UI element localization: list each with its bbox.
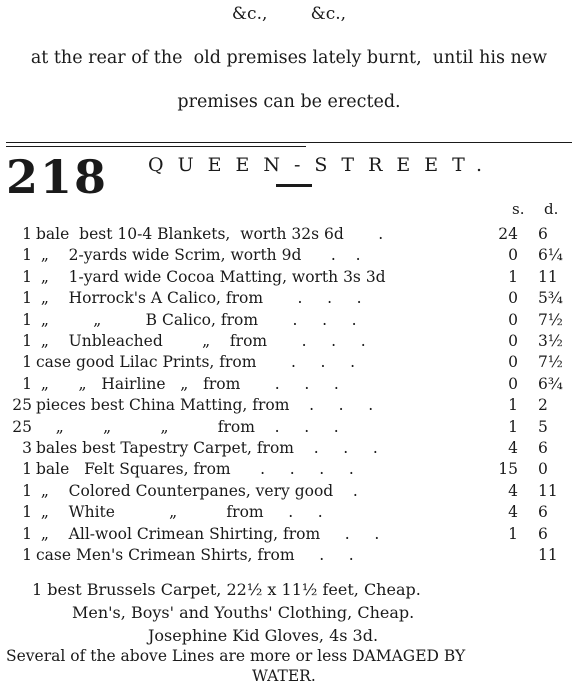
item-quantity: 1 <box>22 503 32 522</box>
footer-damaged-line-2: WATER. <box>252 667 316 685</box>
item-quantity: 1 <box>22 481 32 500</box>
shillings-column-header: s. <box>512 200 525 218</box>
item-quantity: 1 <box>22 332 32 350</box>
item-pence: 6 <box>538 524 548 543</box>
item-shillings: 4 <box>508 481 518 500</box>
item-pence: 11 <box>538 481 558 500</box>
item-shillings: 1 <box>508 396 518 415</box>
item-pence: 11 <box>538 267 558 286</box>
item-pence: 11 <box>538 546 558 564</box>
item-quantity: 1 <box>22 267 32 286</box>
item-description: „ „ „ from . . . <box>36 417 339 436</box>
street-underline <box>276 184 312 187</box>
pence-column-header: d. <box>544 200 559 218</box>
item-quantity: 25 <box>12 396 32 415</box>
item-quantity: 1 <box>22 374 32 393</box>
item-quantity: 25 <box>12 417 32 436</box>
item-pence: 5¾ <box>538 289 563 308</box>
list-item <box>0 246 578 267</box>
item-shillings: 24 <box>498 225 518 243</box>
list-item <box>0 353 578 374</box>
item-quantity: 1 <box>22 546 32 564</box>
item-quantity: 1 <box>22 289 32 308</box>
item-pence: 3½ <box>538 332 563 350</box>
item-shillings: 1 <box>508 524 518 543</box>
top-rule <box>6 142 572 143</box>
item-pence: 7½ <box>538 310 563 329</box>
list-item <box>0 396 578 417</box>
item-quantity: 1 <box>22 225 32 243</box>
list-item <box>0 482 578 503</box>
item-description: „ Colored Counterpanes, very good . <box>36 481 358 500</box>
item-pence: 6 <box>538 439 548 457</box>
list-item <box>0 418 578 439</box>
item-description: „ Horrock's A Calico, from . . . <box>36 289 362 308</box>
item-description: „ 1-yard wide Cocoa Matting, worth 3s 3d <box>36 267 386 286</box>
notice-line-2: premises can be erected. <box>177 92 401 112</box>
item-quantity: 1 <box>22 460 32 479</box>
item-shillings: 0 <box>508 310 518 329</box>
item-description: „ All-wool Crimean Shirting, from . . <box>36 524 380 543</box>
list-item <box>0 439 578 460</box>
item-description: „ „ B Calico, from . . . <box>36 310 357 329</box>
list-item <box>0 503 578 524</box>
footer-clothing: Men's, Boys' and Youths' Clothing, Cheap. <box>72 603 415 622</box>
list-item <box>0 268 578 289</box>
item-quantity: 1 <box>22 246 32 265</box>
list-item <box>0 546 578 567</box>
item-pence: 6 <box>538 503 548 522</box>
item-shillings: 15 <box>498 460 518 479</box>
notice-line-1: at the rear of the old premises lately burnt, until his new <box>30 48 548 68</box>
item-description: case good Lilac Prints, from . . . <box>36 353 355 372</box>
item-quantity: 1 <box>22 353 32 372</box>
item-pence: 2 <box>538 396 548 415</box>
footer-gloves: Josephine Kid Gloves, 4s 3d. <box>148 626 379 645</box>
item-description: case Men's Crimean Shirts, from . . <box>36 546 354 564</box>
item-shillings: 0 <box>508 289 518 308</box>
item-shillings: 1 <box>508 267 518 286</box>
item-pence: 0 <box>538 460 548 479</box>
list-item <box>0 225 578 246</box>
item-pence: 5 <box>538 417 548 436</box>
item-description: bale best 10-4 Blankets, worth 32s 6d . <box>36 225 384 243</box>
street-name: QUEEN-STREET. <box>148 154 497 176</box>
item-shillings: 0 <box>508 353 518 372</box>
footer-carpet: 1 best Brussels Carpet, 22½ x 11½ feet, Cheap. <box>32 580 421 599</box>
address-heading <box>0 148 578 204</box>
item-pence: 6¾ <box>538 374 563 393</box>
list-item <box>0 332 578 353</box>
item-shillings: 0 <box>508 374 518 393</box>
item-shillings: 4 <box>508 503 518 522</box>
street-number: 218 <box>6 150 109 204</box>
item-pence: 7½ <box>538 353 563 372</box>
item-quantity: 1 <box>22 310 32 329</box>
item-description: pieces best China Matting, from . . . <box>36 396 374 415</box>
item-description: bales best Tapestry Carpet, from . . . <box>36 439 378 457</box>
item-shillings: 0 <box>508 246 518 265</box>
list-item <box>0 460 578 481</box>
list-item <box>0 289 578 310</box>
top-rule-thin <box>6 146 306 147</box>
item-shillings: 4 <box>508 439 518 457</box>
item-description: bale Felt Squares, from . . . . <box>36 460 354 479</box>
item-pence: 6 <box>538 225 548 243</box>
item-quantity: 1 <box>22 524 32 543</box>
list-item <box>0 375 578 396</box>
list-item <box>0 525 578 546</box>
item-shillings: 1 <box>508 417 518 436</box>
item-description: „ Unbleached „ from . . . <box>36 332 366 350</box>
item-quantity: 3 <box>22 439 32 457</box>
item-description: „ „ Hairline „ from . . . <box>36 374 339 393</box>
item-pence: 6¼ <box>538 246 563 265</box>
etc-line: &c., &c., <box>231 4 347 24</box>
item-shillings: 0 <box>508 332 518 350</box>
list-item <box>0 311 578 332</box>
item-description: „ 2-yards wide Scrim, worth 9d . . <box>36 246 361 265</box>
footer-damaged-line-1: Several of the above Lines are more or less DAMAGED BY <box>6 647 466 665</box>
item-description: „ White „ from . . <box>36 503 323 522</box>
